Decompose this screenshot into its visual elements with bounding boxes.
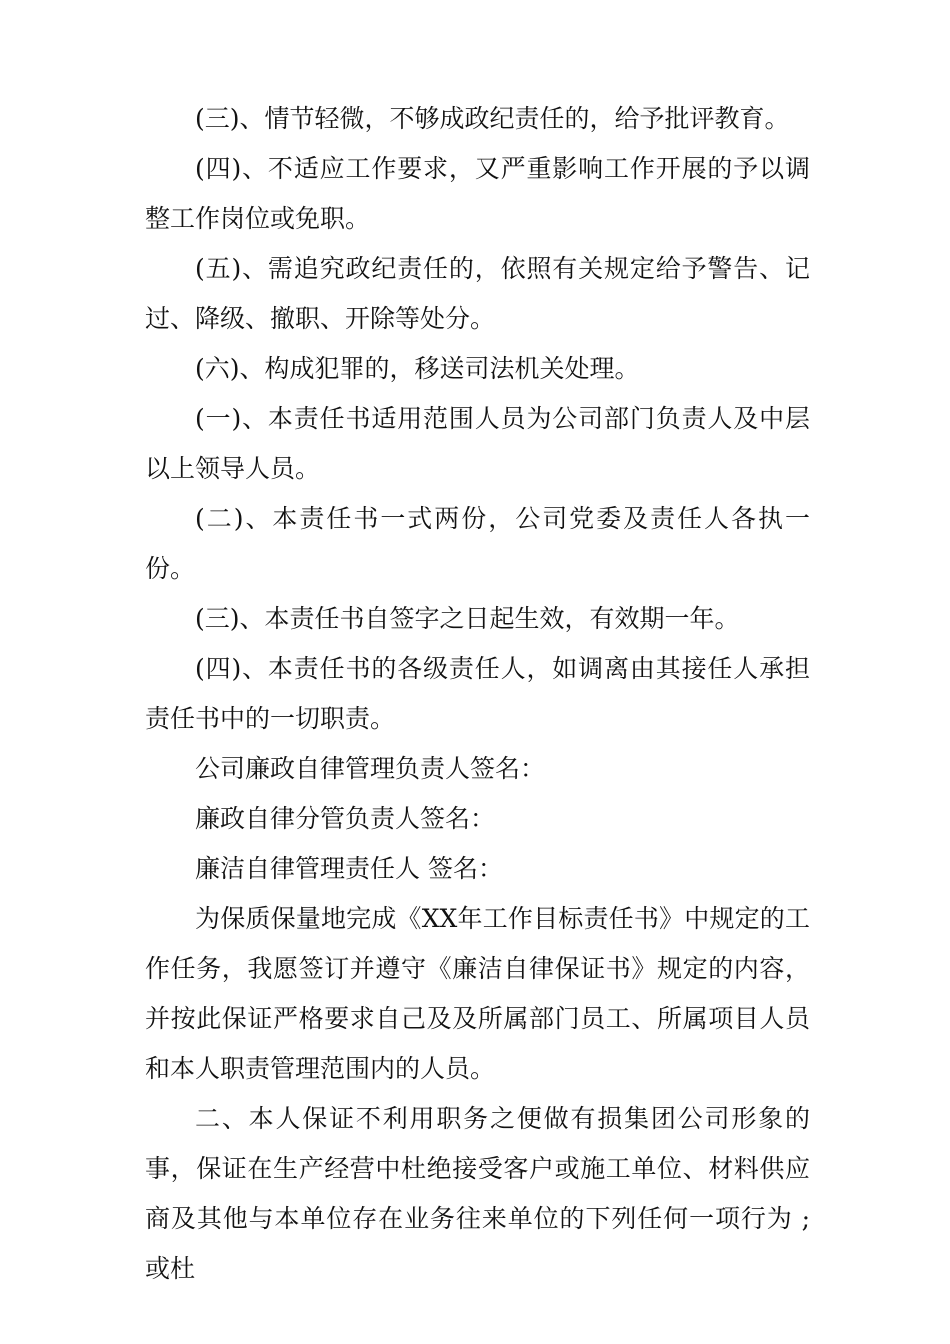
paragraph-penalty-3: (三)、情节轻微，不够成政纪责任的，给予批评教育。 xyxy=(195,104,790,133)
signature-line-supervisor: 廉政自律分管负责人签名： xyxy=(195,804,496,833)
document-body xyxy=(145,94,810,1294)
paragraph-pledge-2: 二、本人保证不利用职务之便做有损集团公司形象的事，保证在生产经营中杜绝接受客户或施工单位、材料供应商及其他与本单位存在业务往来单位的下列任何一项行为 ;或杜 xyxy=(145,1104,810,1283)
paragraph-penalty-5: (五)、需追究政纪责任的，依照有关规定给予警告、记过、降级、撤职、开除等处分。 xyxy=(145,254,810,333)
paragraph-scope-2: (二)、本责任书一式两份，公司党委及责任人各执一份。 xyxy=(145,504,810,583)
paragraph-scope-1: (一)、本责任书适用范围人员为公司部门负责人及中层以上领导人员。 xyxy=(145,404,810,483)
paragraph-penalty-4: (四)、不适应工作要求，又严重影响工作开展的予以调整工作岗位或免职。 xyxy=(145,154,810,233)
paragraph-penalty-6: (六)、构成犯罪的，移送司法机关处理。 xyxy=(195,354,640,383)
paragraph-scope-4: (四)、本责任书的各级责任人，如调离由其接任人承担责任书中的一切职责。 xyxy=(145,654,810,733)
paragraph-scope-3: (三)、本责任书自签字之日起生效，有效期一年。 xyxy=(195,604,740,633)
paragraph-pledge-intro: 为保质保量地完成《XX年工作目标责任书》中规定的工作任务，我愿签订并遵守《廉洁自律保证书》规定的内容，并按此保证严格要求自己及及所属部门员工、所属项目人员和本人职责管理范围内的人员。 xyxy=(145,904,810,1083)
signature-line-company: 公司廉政自律管理负责人签名： xyxy=(195,754,546,783)
signature-line-responsible: 廉洁自律管理责任人 签名： xyxy=(195,854,503,883)
